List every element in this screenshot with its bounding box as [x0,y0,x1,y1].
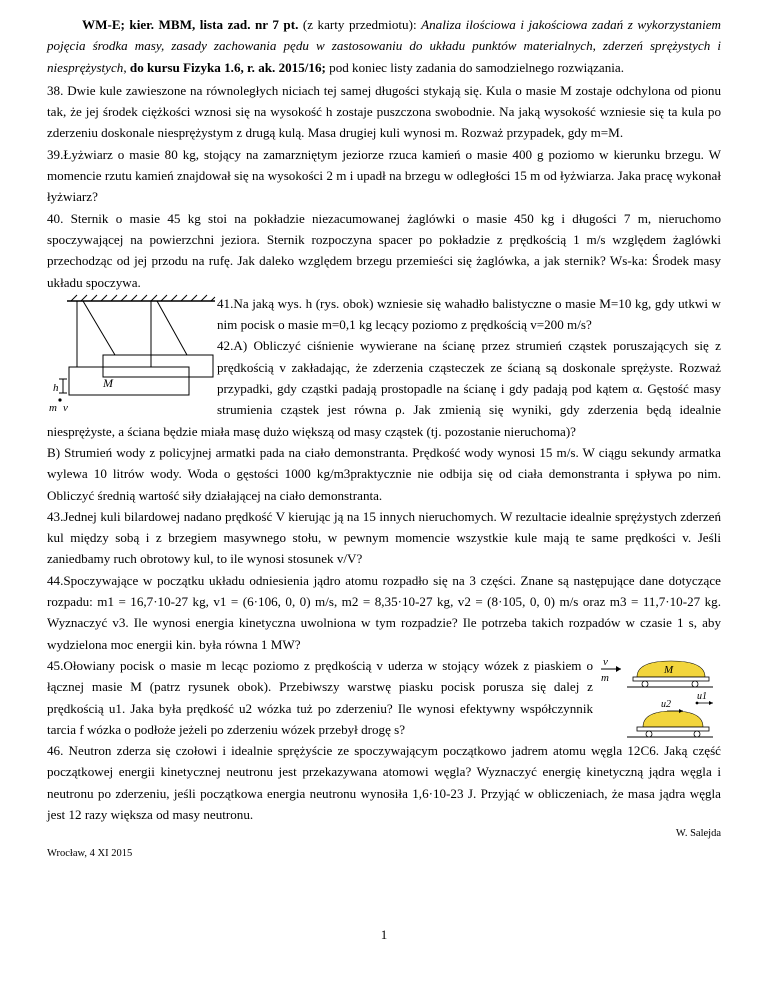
cart-figure [597,655,715,739]
author-signature: W. Salejda [675,828,721,840]
problem-46: 46. Neutron zderza się czołowi i idealnie sprężyście ze spoczywającym początkowo jadrem atomu węgla 12C6. Jaką część początkowej energii kinetycznej neutronu jest przekazywana atomowi węgla? Wyznaczyć energię kinetyczną jądra węgla i neutronu po zderzeniu, jeśli początkowa energia neutronu wynosiła 1,6·10-23 J. Przyjąć w obliczeniach, że masa jądra węgla jest 12 razy większa od masy neutronu. [47,743,721,822]
problem-44: 44.Spoczywające w początku układu odniesienia jądro atomu rozpadło się na 3 części. Znane są następujące dane dotyczące rozpadu: m1 = 16,7·10-27 kg, v1 = (6·106, 0, 0) m/s, m2 = 8,35·10-27 kg, v2 = (8·105, 0, 0) m/s oraz m3 = 11,7·10-27 kg. Wyznaczyć v3. Ile wynosi energia kinetyczna uwolniona w tym rozpadzie? Ile potrzeba takich rozpadów w czasie 1 s, aby wydzielona moc energii kin. była równa 1 MW? [47,572,721,652]
problem-43: 43.Jednej kuli bilardowej nadano prędkość V kierując ją na 15 innych nieruchomych. W rezultacie idealnie sprężystych zderzeń kul między sobą i z brzegiem masywnego stołu, w pewnym momencie wszystkie kule mają te same prędkości v. Jeśli zaniedbamy ruch obrotowy kul, to ile wynosi stosunek v/V? [47,508,721,567]
cart-M-label: M [664,663,674,676]
pendulum-figure [47,293,217,417]
page-number: 1 [380,927,388,942]
pendulum-v-label: v [63,401,68,414]
pendulum-h-label: h [53,381,59,394]
problem-45: 45.Ołowiany pocisk o masie m lecąc poziomo z prędkością v uderza w stojący wózek z piaskiem o łącznej masie M (patrz rysunek obok). Przebiwszy warstwę piasku pocisk porusza się dalej z prędkością u1. Jaka była prędkość u2 wózka tuż po zderzeniu? Ile wynosi efektywny współczynnik tarcia f wózka o podłoże jeżeli po zderzeniu wózek przebył drogę s? [47,657,593,737]
problem-41: 41.Na jaką wys. h (rys. obok) wzniesie się wahadło balistyczne o masie M=10 kg, gdy utkwi w nim pocisk o masie m=0,1 kg lecący poziomo z prędkością v=200 m/s? [217,295,721,333]
document-body [47,14,721,861]
cart-u2-label: u2 [661,698,671,710]
cart-m-label: m [601,671,609,684]
header-paren: (z karty przedmiotu): [302,17,417,32]
document-date: Wrocław, 4 XI 2015 [47,848,133,860]
pendulum-M-label: M [103,375,113,390]
problem-42b: B) Strumień wody z policyjnej armatki pada na ciało demonstranta. Prędkość wody wynosi 15 m/s. W ciągu sekundy armatka wylewa 10 litrów wody. Woda o gęstości 1000 kg/m3praktycznie nie odbija się od ciała demonstranta i spływa po nim. Obliczyć średnią wartość siły działającej na ciało demonstranta. [47,444,721,503]
problem-42a: 42.A) Obliczyć ciśnienie wywierane na ścianę przez strumień cząstek poruszających się z prędkością v zakładając, że zderzenia cząsteczek ze ścianą są doskonale sprężyste. Rozważ przypadki, gdy cząstki padają prostopadle na ścianę i gdy padają pod kątem α. Gęstość masy strumienia cząstek jest równa ρ. Jak zmienią się wyniki, gdy zderzenia będą idealnie niesprężyste, a ściana będzie miała masę dużo większą od masy cząstek (tj. pozostanie nieruchoma)? [47,338,721,439]
header-course: do kursu Fizyka 1.6, r. ak. 2015/16; [129,59,326,75]
problem-40: 40. Sternik o masie 45 kg stoi na pokładzie niezacumowanej żaglówki o masie 450 kg i długości 7 m, nieruchomo spoczywającej na powierzchni jeziora. Sternik rozpoczyna spacer po pokładzie z prędkością 1 m/s względem żaglówki przechodząc od jej przodu na rufę. Jak daleko względem brzegu przemieści się żaglówka, a jak sternik? Ws-ka: Środek masy układu spoczywa. [47,210,721,290]
cart-u1-label: u1 [697,690,707,702]
bullet-dot [58,398,61,401]
pendulum-m-label: m [49,401,57,414]
problem-38: 38. Dwie kule zawieszone na równoległych niciach tej samej długości stykają się. Kula o masie M zostaje odchylona od pionu tak, że jej środek ciężkości wznosi się na wysokość h zostaje puszczona swobodnie. Na jaką wysokość wzniesie się ta kula po zderzeniu doskonale niesprężystym z drugą kulą. Masa drugiej kuli wynosi m. Rozważ przypadek, gdy m=M. [47,82,721,141]
header-tail: pod koniec listy zadania do samodzielnego rozwiązania. [329,59,625,75]
problem-39: 39.Łyżwiarz o masie 80 kg, stojący na zamarzniętym jeziorze rzuca kamień o masie 400 g poziomo w kierunku brzegu. W momencie rzutu kamień znajdował się na wysokości 2 m i upadł na brzegu w odległości 15 m od łyżwiarza. Jaka pracę wykonał łyżwiarz? [47,146,721,205]
header-topic: Analiza ilościowa i jakościowa zadań z wykorzystaniem pojęcia środka masy, zasady zachowania pędu w zastosowaniu do układu punktów materialnych, zderzeń sprężystych i niesprężystych [47,17,721,75]
header-code: WM-E; kier. MBM, lista zad. nr 7 pt. [82,17,299,32]
header-paragraph: WM-E; kier. MBM, lista zad. nr 7 pt. (z karty przedmiotu): Analiza ilościowa i jakościowa zadań z wykorzystaniem pojęcia środka masy, zasady zachowania pędu w zastosowaniu do układu punktów materialnych, zderzeń sprężystych i niesprężystych, do kursu Fizyka 1.6, r. ak. 2015/16; pod koniec listy zadania do samodzielnego rozwiązania. [47,17,721,75]
cart-v-label: v [603,655,608,668]
